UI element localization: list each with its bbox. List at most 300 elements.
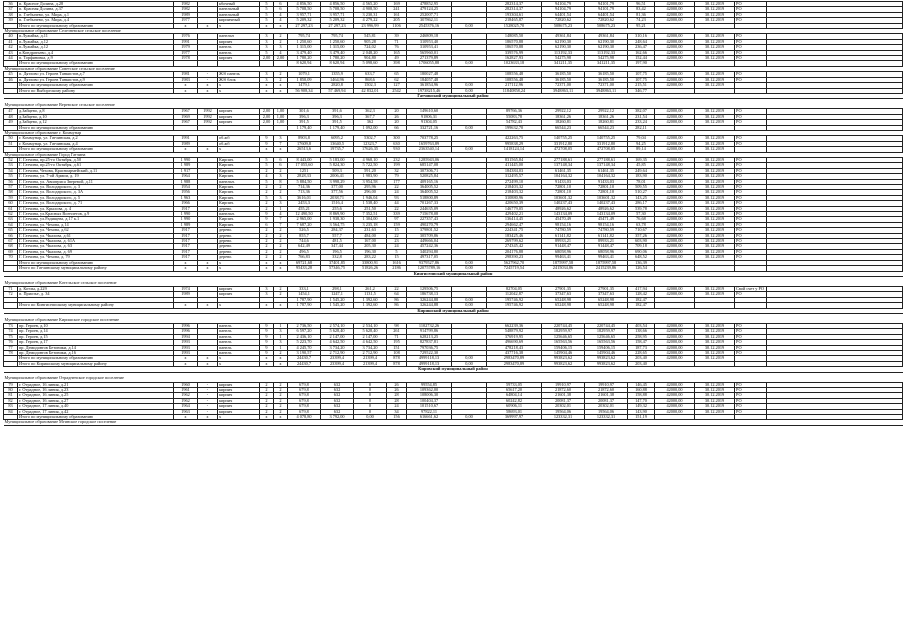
cell-col-7: 4 <box>274 18 288 23</box>
cell-col-6: 2 <box>260 185 274 190</box>
cell-col-17: 78,01 <box>628 179 655 184</box>
cell-col-11: 2542 <box>387 88 407 93</box>
cell-col-11: 44 <box>387 201 407 206</box>
cell-col-3: 1976 <box>174 34 198 39</box>
cell-col-12: 9379527,86 <box>407 260 452 265</box>
cell-col-8: 2 736,50 <box>288 323 321 328</box>
cell-col-1: 41 <box>4 39 18 44</box>
cell-col-2: д.Зайцево, д.10 <box>18 114 174 119</box>
cell-col-15: 1875997,58 <box>542 260 585 265</box>
cell-col-9: 1355,9 <box>321 72 354 77</box>
cell-col-6: 2 <box>260 255 274 260</box>
cell-col-19: 30.12.2019 <box>695 345 735 350</box>
cell-col-5: панель <box>218 350 260 355</box>
cell-col-10: 4 642,50 <box>354 340 387 345</box>
cell-col-9: 57 469,94 <box>321 88 354 93</box>
cell-col-19: 30.12.2019 <box>695 249 735 254</box>
cell-col-5: Кирпич. <box>218 195 260 200</box>
cell-col-11: 199 <box>387 163 407 168</box>
cell-col-16: 74780,59 <box>585 228 628 233</box>
cell-col-7: 6 <box>274 163 288 168</box>
cell-col-1: 64 <box>4 222 18 227</box>
cell-col-18: 42000,00 <box>655 393 695 398</box>
cell-col-20: РО <box>735 50 767 55</box>
cell-col-18: 42000,00 <box>655 109 695 114</box>
cell-col-14: 420650,39 <box>487 201 542 206</box>
cell-col-10: 295,96 <box>354 185 387 190</box>
cell-col-11: 22 <box>387 286 407 291</box>
cell-col-10: 251,50 <box>354 206 387 211</box>
cell-col-17: 94,25 <box>628 141 655 146</box>
cell-col-18: 42000,00 <box>655 244 695 249</box>
cell-col-5: Кирпич. <box>218 157 260 162</box>
cell-col-7: х <box>274 88 288 93</box>
cell-col-16: 137148,34 <box>585 163 628 168</box>
cell-col-5: х <box>218 83 260 88</box>
cell-col-6: 5 <box>260 163 274 168</box>
cell-col-16: 472708,05 <box>585 147 628 152</box>
cell-col-15: 61461,35 <box>542 168 585 173</box>
cell-col-14: 7245719,54 <box>487 266 542 271</box>
cell-col-2: Г. Гатчина, ул. Чкалова, д.61 <box>18 233 174 238</box>
cell-col-2: г. Отрадное, 17 линия, д.42 <box>18 409 174 414</box>
cell-col-19: 30.12.2019 <box>695 329 735 334</box>
cell-col-5: кирпич <box>218 39 260 44</box>
cell-col-7: 6 <box>274 157 288 162</box>
cell-col-3: 1917 <box>174 244 198 249</box>
cell-col-20: РО <box>735 201 767 206</box>
cell-col-12: 1102732,26 <box>407 323 452 328</box>
cell-col-10: 21399,4 <box>354 356 387 361</box>
cell-col-15: 159406,15 <box>542 345 585 350</box>
cell-col-11: 22 <box>387 233 407 238</box>
cell-col-1: 82 <box>4 398 18 403</box>
cell-col-10: 2 534,10 <box>354 323 387 328</box>
cell-col-3: 1991 <box>174 39 198 44</box>
cell-col-7: 8 <box>274 179 288 184</box>
cell-col-18: 42000,00 <box>655 286 695 291</box>
cell-col-19: 30.12.2019 <box>695 286 735 291</box>
cell-col-3: 1962 <box>174 393 198 398</box>
cell-col-9: 1247,1 <box>321 292 354 297</box>
cell-col-18: 42000,00 <box>655 222 695 227</box>
municipality-heading: Муниципальное образование Город Гатчина <box>4 152 903 157</box>
cell-col-11: 156 <box>387 415 407 420</box>
cell-col-7: 2 <box>274 233 288 238</box>
cell-col-8: 795,74 <box>288 34 321 39</box>
cell-col-13: 0,00 <box>452 125 487 130</box>
cell-col-11: 71 <box>387 39 407 44</box>
cell-col-15: 145904,46 <box>542 350 585 355</box>
cell-col-7: 3 <box>274 136 288 141</box>
cell-col-8: 713,36 <box>288 190 321 195</box>
cell-col-8: 2453,3 <box>288 201 321 206</box>
cell-col-7: 3 <box>274 195 288 200</box>
cell-col-12: 449666,04 <box>407 239 452 244</box>
cell-col-15: 91433,03 <box>542 179 585 184</box>
cell-col-2: п. Глебычево, ул. Мира, д.1 <box>18 12 174 17</box>
cell-col-2: г. Отрадное, 16 линия, д.27 <box>18 398 174 403</box>
cell-col-8: 8 443,00 <box>288 157 321 162</box>
cell-col-9: 557,7 <box>321 233 354 238</box>
cell-col-8: 679,8 <box>288 398 321 403</box>
cell-col-11: 71 <box>387 334 407 339</box>
cell-col-11: 39 <box>387 34 407 39</box>
cell-col-5: х <box>218 23 260 28</box>
cell-col-8: 679,8 <box>288 382 321 387</box>
cell-col-3: 1 989 <box>174 222 198 227</box>
cell-col-19: 30.12.2019 <box>695 50 735 55</box>
cell-col-3: 1 963 <box>174 195 198 200</box>
cell-col-5: х <box>218 361 260 366</box>
cell-col-14: 312495,57 <box>487 174 542 179</box>
cell-col-16: 49361,84 <box>585 34 628 39</box>
cell-col-20: РО <box>735 39 767 44</box>
cell-col-8: 17 055,60 <box>288 163 321 168</box>
cell-col-17: 160,88 <box>628 388 655 393</box>
cell-col-9: 632 <box>321 382 354 387</box>
cell-col-10: 5 628,40 <box>354 329 387 334</box>
cell-col-2: пр. Демидовтов Бетоники, д.16 <box>18 350 174 355</box>
cell-col-12: 685147,08 <box>407 163 452 168</box>
cell-col-20: РО <box>735 398 767 403</box>
cell-col-19: 30.12.2019 <box>695 222 735 227</box>
cell-col-6: 2 <box>260 190 274 195</box>
cell-col-20: РО <box>735 168 767 173</box>
municipality-heading-row <box>4 99 903 109</box>
cell-col-19: 30.12.2019 <box>695 206 735 211</box>
cell-col-1: 56 <box>4 179 18 184</box>
cell-col-17: 143,90 <box>628 409 655 414</box>
cell-col-7: х <box>274 415 288 420</box>
cell-col-12: 2545376,16 <box>407 23 452 28</box>
cell-col-14: 298390,23 <box>487 255 542 260</box>
cell-col-3: х <box>174 303 198 308</box>
cell-col-6: х <box>260 23 274 28</box>
cell-col-1: 49 <box>4 120 18 125</box>
cell-col-12: 109362,00 <box>407 388 452 393</box>
cell-col-20: РО <box>735 120 767 125</box>
cell-col-11: 165 <box>387 50 407 55</box>
cell-col-8: 2 965,00 <box>288 217 321 222</box>
cell-col-2: Итого по муниципальному образованию <box>18 147 174 152</box>
cell-col-7: 3 <box>274 45 288 50</box>
cell-col-6: 2 <box>260 249 274 254</box>
cell-col-20: РО <box>735 409 767 414</box>
cell-col-20: РО <box>735 136 767 141</box>
cell-col-5: дерево. <box>218 244 260 249</box>
cell-col-20: РО <box>735 329 767 334</box>
cell-col-3: 1977 <box>174 18 198 23</box>
cell-col-15: 64401,54 <box>542 12 585 17</box>
cell-col-3: 1917 <box>174 249 198 254</box>
cell-col-14: 224341,75 <box>487 228 542 233</box>
cell-col-15: 18260,81 <box>542 120 585 125</box>
cell-col-15: 277188,61 <box>542 157 585 162</box>
cell-col-19: 30.12.2019 <box>695 157 735 162</box>
cell-col-1: 65 <box>4 228 18 233</box>
cell-col-14: 995838,29 <box>487 141 542 146</box>
cell-col-10: 167,00 <box>354 239 387 244</box>
cell-col-1: 70 <box>4 255 18 260</box>
cell-col-20: РО <box>735 12 767 17</box>
cell-col-9: 396,3 <box>321 114 354 119</box>
cell-col-11: 15 <box>387 228 407 233</box>
cell-col-7: 2 <box>274 409 288 414</box>
cell-col-18: 42000,00 <box>655 345 695 350</box>
cell-col-17: 215,51 <box>628 83 655 88</box>
cell-col-10: 1131,5 <box>354 292 387 297</box>
cell-col-14: 108556,48 <box>487 77 542 82</box>
cell-col-1: 83 <box>4 404 18 409</box>
cell-col-6: 2 <box>260 398 274 403</box>
cell-col-2: Г. Гатчина, ул. Авиатриса Зверевой, д.11 <box>18 179 174 184</box>
cell-col-5: об.жб <box>218 136 260 141</box>
cell-col-17: 710,67 <box>628 228 655 233</box>
cell-col-5: Ж/б блок <box>218 77 260 82</box>
cell-col-2: д.Зайцево, д.8 <box>18 109 174 114</box>
cell-col-8: 1 780,20 <box>288 56 321 61</box>
cell-col-1: 68 <box>4 244 18 249</box>
cell-col-15: 54275,98 <box>542 56 585 61</box>
cell-col-14: 548879,92 <box>487 329 542 334</box>
cell-col-8: 5 708,50 <box>288 7 321 12</box>
cell-col-17: 248,64 <box>628 39 655 44</box>
cell-col-1: 55 <box>4 174 18 179</box>
cell-col-11: 26 <box>387 382 407 387</box>
cell-col-15: 143134,09 <box>542 212 585 217</box>
cell-col-12: 797036,75 <box>407 345 452 350</box>
cell-col-14: 148085,50 <box>487 34 542 39</box>
cell-col-2: Г. Гатчина, ул. 7-ой Армии, д. 19 <box>18 174 174 179</box>
cell-col-18: 42000,00 <box>655 356 695 361</box>
cell-col-12: 310953,41 <box>407 45 452 50</box>
cell-col-5: кирпич <box>218 56 260 61</box>
cell-col-20: РО <box>735 109 767 114</box>
cell-col-17: 228,65 <box>628 350 655 355</box>
cell-col-3: 1967 <box>174 120 198 125</box>
cell-col-18: 42000,00 <box>655 12 695 17</box>
cell-col-1: 58 <box>4 190 18 195</box>
cell-col-8: 5 223,70 <box>288 340 321 345</box>
cell-col-1: 40 <box>4 34 18 39</box>
cell-col-7: 6 <box>274 7 288 12</box>
cell-col-9: 8 869,90 <box>321 212 354 217</box>
cell-col-20: РО <box>735 195 767 200</box>
cell-col-19: 30.12.2019 <box>695 323 735 328</box>
cell-col-4: - <box>198 382 218 387</box>
cell-col-12: 4999118,13 <box>407 356 452 361</box>
cell-col-16: 89933,21 <box>585 239 628 244</box>
cell-col-9: 23399,4 <box>321 361 354 366</box>
cell-col-6: 5 <box>260 50 274 55</box>
cell-col-17: 648,52 <box>628 255 655 260</box>
cell-col-8: 2 436,10 <box>288 334 321 339</box>
cell-col-7: 2 <box>274 34 288 39</box>
cell-col-6: х <box>260 361 274 366</box>
cell-col-15: 123332,31 <box>542 415 585 420</box>
cell-col-19: 30.12.2019 <box>695 195 735 200</box>
cell-col-1: 59 <box>4 195 18 200</box>
cell-col-7: 2 <box>274 228 288 233</box>
cell-col-15: 21872,60 <box>542 388 585 393</box>
cell-col-18: 42000,00 <box>655 217 695 222</box>
cell-col-20: РО <box>735 249 767 254</box>
cell-col-18: 42000,00 <box>655 7 695 12</box>
cell-col-5: х <box>218 260 260 265</box>
cell-col-3: 1989 <box>174 141 198 146</box>
cell-col-12: 729522,30 <box>407 350 452 355</box>
cell-col-3: 1 917 <box>174 168 198 173</box>
cell-col-10: 33800,91 <box>354 260 387 265</box>
cell-col-8: 1479,1 <box>288 83 321 88</box>
cell-col-4: - <box>198 77 218 82</box>
cell-col-4: х <box>198 415 218 420</box>
district-heading: Кировский муниципальный район <box>4 367 903 372</box>
cell-col-4: - <box>198 72 218 77</box>
cell-col-10: 905,28 <box>354 39 387 44</box>
cell-col-6: 2 <box>260 206 274 211</box>
cell-col-4: 1992 <box>198 114 218 119</box>
cell-col-3: 1 990 <box>174 157 198 162</box>
cell-col-3: 1993 <box>174 350 198 355</box>
cell-col-1: 81 <box>4 393 18 398</box>
cell-col-10: 1 392,60 <box>354 303 387 308</box>
cell-col-17: 417,94 <box>628 286 655 291</box>
cell-col-8: 4 078,80 <box>288 415 321 420</box>
cell-col-5: х <box>218 147 260 152</box>
cell-col-6: 2,00 <box>260 109 274 114</box>
cell-col-2: п. Дятлово ул. Героев Танкистов,д.7 <box>18 72 174 77</box>
cell-col-8: 12 490,50 <box>288 212 321 217</box>
district-heading: Кингисеппский муниципальный район <box>4 271 903 276</box>
cell-col-3: 1982 <box>174 2 198 7</box>
cell-col-18: 42000,00 <box>655 120 695 125</box>
cell-col-15: 72820,62 <box>542 18 585 23</box>
cell-col-9: 1 938,30 <box>321 217 354 222</box>
cell-col-19: 30.12.2019 <box>695 212 735 217</box>
cell-col-6: 2,00 <box>260 56 274 61</box>
cell-col-14: 82704,05 <box>487 286 542 291</box>
cell-col-19: 30.12.2019 <box>695 244 735 249</box>
cell-col-7: 3 <box>274 340 288 345</box>
cell-col-20: РО <box>735 18 767 23</box>
cell-col-15: 49361,84 <box>542 34 585 39</box>
cell-col-11: 20 <box>387 120 407 125</box>
cell-col-2: Г. Гатчина, пр.25-го Октября, д.61 <box>18 163 174 168</box>
cell-col-9: 1 250,60 <box>321 39 354 44</box>
cell-col-6: 2,00 <box>260 120 274 125</box>
cell-col-13: 0,00 <box>452 303 487 308</box>
cell-col-18: 42000,00 <box>655 136 695 141</box>
cell-col-20: РО <box>735 45 767 50</box>
cell-col-20: РО <box>735 185 767 190</box>
cell-col-6: х <box>260 83 274 88</box>
cell-col-9: 5 628,40 <box>321 329 354 334</box>
cell-col-11: 930 <box>387 147 407 152</box>
cell-col-14: 184384,03 <box>487 168 542 173</box>
cell-col-6: 5 <box>260 157 274 162</box>
cell-col-18: 42000,00 <box>655 114 695 119</box>
cell-col-6: х <box>260 303 274 308</box>
cell-col-11: 15 <box>387 255 407 260</box>
cell-col-12: 497317,05 <box>407 255 452 260</box>
cell-col-2: Итого по муниципальному образованию <box>18 356 174 361</box>
cell-col-4: х <box>198 83 218 88</box>
cell-col-19: 30.12.2019 <box>695 398 735 403</box>
cell-col-1: 57 <box>4 185 18 190</box>
cell-col-15: 140755,25 <box>542 136 585 141</box>
cell-col-10: 2 147,00 <box>354 334 387 339</box>
cell-col-10: 283,22 <box>354 255 387 260</box>
cell-col-17: 258,95 <box>628 334 655 339</box>
cell-col-7: х <box>274 23 288 28</box>
cell-col-10: 3 734,20 <box>354 345 387 350</box>
cell-col-7: 1,00 <box>274 109 288 114</box>
cell-col-16: 20302,01 <box>585 404 628 409</box>
cell-col-15: 62190,30 <box>542 45 585 50</box>
cell-col-17: 63,78 <box>628 222 655 227</box>
cell-col-11: 24 <box>387 190 407 195</box>
cell-col-16: 103601,32 <box>585 195 628 200</box>
cell-col-8: 1 250,60 <box>288 39 321 44</box>
cell-col-13: 0,00 <box>452 260 487 265</box>
cell-col-14: 272499,10 <box>487 179 542 184</box>
cell-col-2: Г. Гатчина, ул. Чехова, д. 79 <box>18 255 174 260</box>
cell-col-5: кирпич <box>218 398 260 403</box>
cell-col-8: 24430,7 <box>288 361 321 366</box>
cell-col-3: 1989 <box>174 292 198 297</box>
cell-col-20: РО <box>735 141 767 146</box>
cell-col-16: 21872,60 <box>585 388 628 393</box>
cell-col-11: 300 <box>387 136 407 141</box>
cell-col-5: кирпич <box>218 388 260 393</box>
cell-col-1: 44 <box>4 56 18 61</box>
cell-col-14: 65617,20 <box>487 388 542 393</box>
cell-col-6: х <box>260 266 274 271</box>
cell-col-7: 2 <box>274 168 288 173</box>
cell-col-17: 310,16 <box>628 34 655 39</box>
cell-col-9: 255,6 <box>321 206 354 211</box>
cell-col-2: Г. Гатчина, ул. Чкалова, д. 61А <box>18 239 174 244</box>
cell-col-15: 98154,16 <box>542 222 585 227</box>
cell-col-16: 72801,10 <box>585 190 628 195</box>
cell-col-7: 1,00 <box>274 120 288 125</box>
cell-col-15: 3948863,11 <box>542 88 585 93</box>
cell-col-17: 286,17 <box>628 201 655 206</box>
cell-col-5: кирпич <box>218 409 260 414</box>
cell-col-6: 9 <box>260 350 274 355</box>
cell-col-14: 218465,87 <box>487 18 542 23</box>
cell-col-15: 331912,80 <box>542 141 585 146</box>
cell-col-5: панельн. <box>218 179 260 184</box>
cell-col-16: 140755,25 <box>585 136 628 141</box>
cell-col-12: 1285943,06 <box>407 157 452 162</box>
cell-col-3: х <box>174 356 198 361</box>
cell-col-9: 3 734,20 <box>321 345 354 350</box>
cell-col-1: 37 <box>4 7 18 12</box>
cell-col-2: Итого по муниципальному образованию <box>18 260 174 265</box>
cell-col-5: панель <box>218 345 260 350</box>
cell-col-18: 42000,00 <box>655 157 695 162</box>
cell-col-19: 30.12.2019 <box>695 185 735 190</box>
cell-col-5: кирпич <box>218 286 260 291</box>
cell-col-10: 1 538,40 <box>354 201 387 206</box>
cell-col-10: 4 908,50 <box>354 7 387 12</box>
housing-register-table <box>3 1 903 426</box>
cell-col-2: г. Коммунар, ул. Гатчинская, д.4 <box>18 141 174 146</box>
cell-col-3: 1964 <box>174 174 198 179</box>
